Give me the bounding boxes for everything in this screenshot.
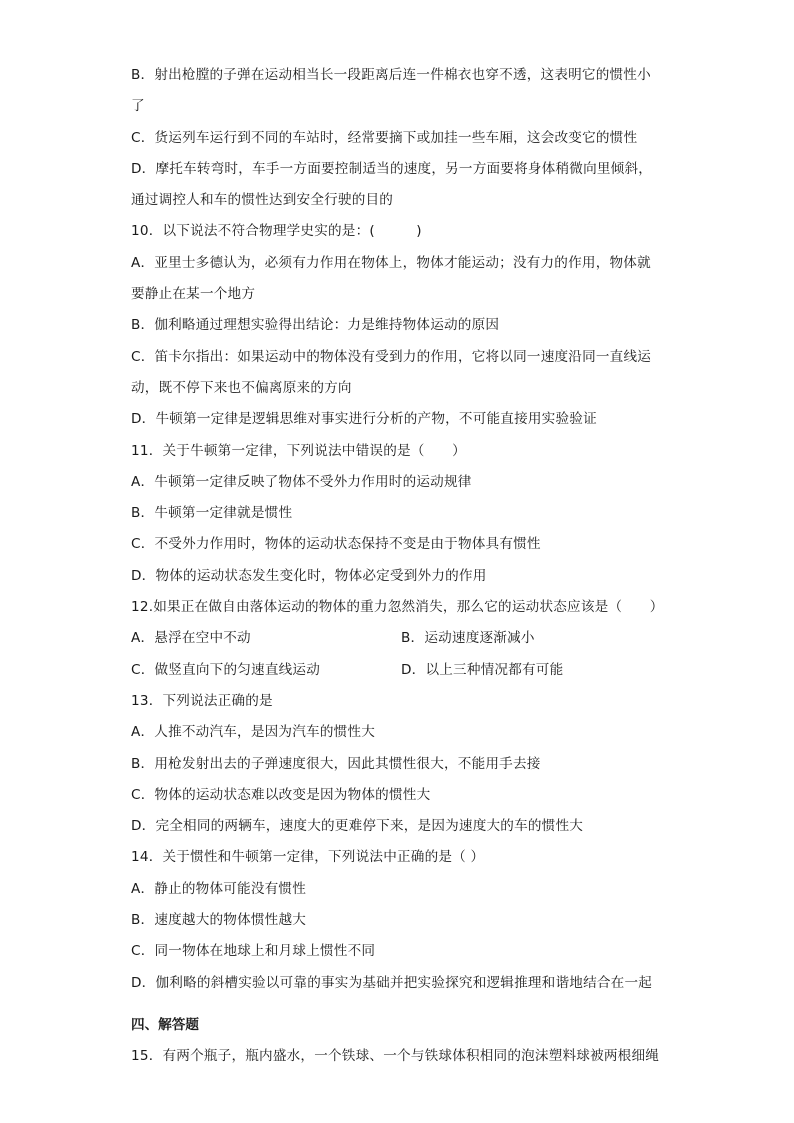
question-10-stem: 10．以下说法不符合物理学史实的是：( ) xyxy=(131,223,422,240)
text-line: D．牛顿第一定律是逻辑思维对事实进行分析的产物，不可能直接用实验验证 xyxy=(131,411,597,428)
section-title: 四、解答题 xyxy=(131,1016,199,1033)
text-line: C．物体的运动状态难以改变是因为物体的惯性大 xyxy=(131,786,431,803)
text-line: C．同一物体在地球上和月球上惯性不同 xyxy=(131,943,376,960)
question-15-stem: 15．有两个瓶子，瓶内盛水，一个铁球、一个与铁球体积相同的泡沫塑料球被两根细绳 xyxy=(131,1048,660,1065)
text-line: A．亚里士多德认为，必须有力作用在物体上，物体才能运动；没有力的作用，物体就 xyxy=(131,254,651,271)
question-14-stem: 14．关于惯性和牛顿第一定律，下列说法中正确的是（ ） xyxy=(131,849,485,866)
option-b: B．运动速度逐渐减小 xyxy=(401,630,535,647)
text-line: C．货运列车运行到不同的车站时，经常要摘下或加挂一些车厢，这会改变它的惯性 xyxy=(131,129,638,146)
question-content xyxy=(131,60,671,1073)
text-line: 动，既不停下来也不偏离原来的方向 xyxy=(131,379,352,396)
text-line: B．用枪发射出去的子弹速度很大，因此其惯性很大，不能用手去接 xyxy=(131,755,541,772)
text-line: 了 xyxy=(131,98,145,115)
question-12-options-row xyxy=(131,623,671,654)
text-line: A．牛顿第一定律反映了物体不受外力作用时的运动规律 xyxy=(131,473,472,490)
text-line: C．笛卡尔指出：如果运动中的物体没有受到力的作用，它将以同一速度沿同一直线运 xyxy=(131,348,652,365)
text-line: D．完全相同的两辆车，速度大的更难停下来，是因为速度大的车的惯性大 xyxy=(131,818,584,835)
text-line: A．静止的物体可能没有惯性 xyxy=(131,880,307,897)
text-line: C．不受外力作用时，物体的运动状态保持不变是由于物体具有惯性 xyxy=(131,536,541,553)
option-c: C．做竖直向下的匀速直线运动 xyxy=(131,661,321,678)
text-line: B．速度越大的物体惯性越大 xyxy=(131,912,307,929)
option-a: A．悬浮在空中不动 xyxy=(131,630,251,647)
question-11-stem: 11．关于牛顿第一定律，下列说法中错误的是（ ） xyxy=(131,442,466,459)
question-12-stem: 12.如果正在做自由落体运动的物体的重力忽然消失，那么它的运动状态应该是（ ） xyxy=(131,599,664,616)
text-line: D．摩托车转弯时，车手一方面要控制适当的速度，另一方面要将身体稍微向里倾斜， xyxy=(131,160,653,177)
text-line: B．伽利略通过理想实验得出结论：力是维持物体运动的原因 xyxy=(131,317,500,334)
question-13-stem: 13．下列说法正确的是 xyxy=(131,692,273,709)
text-line: 通过调控人和车的惯性达到安全行驶的目的 xyxy=(131,192,394,209)
text-line: B．射出枪膛的子弹在运动相当长一段距离后连一件棉衣也穿不透，这表明它的惯性小 xyxy=(131,67,651,83)
question-12-options-row xyxy=(131,655,671,686)
text-line: B．牛顿第一定律就是惯性 xyxy=(131,505,293,522)
text-line: 要静止在某一个地方 xyxy=(131,286,256,303)
option-d: D．以上三种情况都有可能 xyxy=(401,661,564,678)
text-line: D．伽利略的斜槽实验以可靠的事实为基础并把实验探究和逻辑推理和谐地结合在一起 xyxy=(131,974,653,991)
text-line: D．物体的运动状态发生变化时，物体必定受到外力的作用 xyxy=(131,567,487,584)
text-line: A．人推不动汽车，是因为汽车的惯性大 xyxy=(131,724,375,741)
